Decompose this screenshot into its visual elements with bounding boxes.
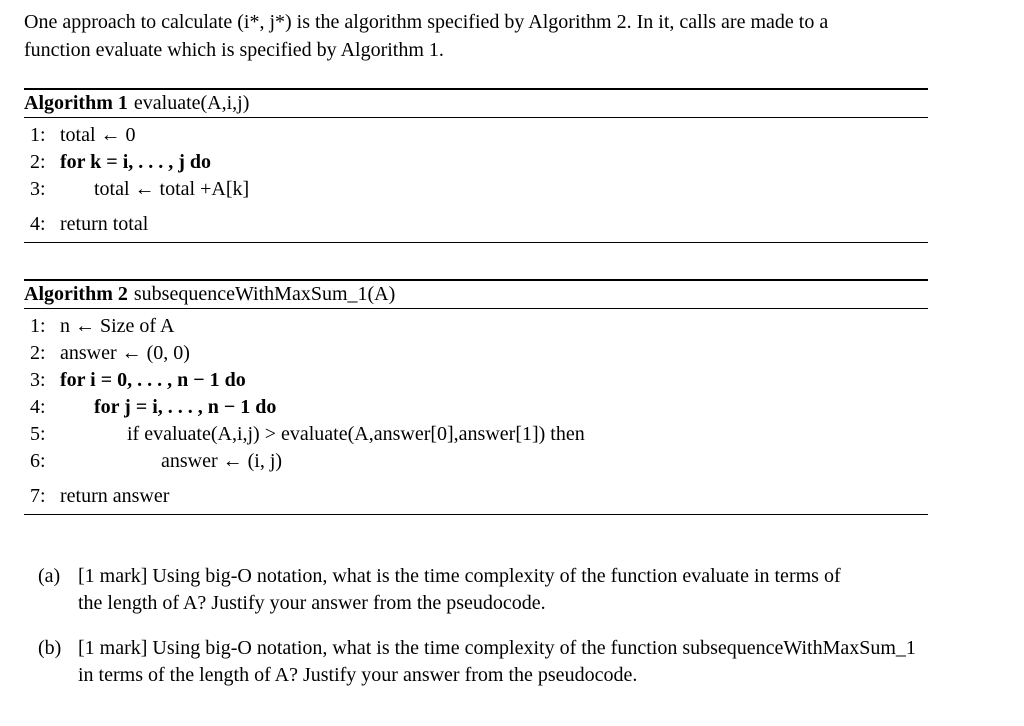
- line-number: 2:: [30, 342, 46, 364]
- algorithm-line: [24, 367, 928, 394]
- algorithm-1-title: evaluate(A,i,j): [133, 92, 250, 114]
- line-number: 4:: [30, 213, 46, 235]
- algorithm-2-title: subsequenceWithMaxSum_1(A): [133, 283, 396, 305]
- algorithm-line: [24, 313, 928, 340]
- algorithm-line: [24, 421, 928, 448]
- question-line-1: [1 mark] Using big-O notation, what is the time complexity of the function evaluate in terms of: [78, 565, 841, 587]
- algorithm-2-header: [24, 281, 928, 308]
- algorithm-2-box: [24, 279, 928, 515]
- algorithm-line: [24, 149, 928, 176]
- line-number: 6:: [30, 450, 46, 472]
- code-text: total ← 0: [60, 124, 136, 146]
- line-number: 2:: [30, 151, 46, 173]
- code-text: total ← total +A[k]: [94, 178, 250, 200]
- line-number: 1:: [30, 315, 46, 337]
- line-number: 1:: [30, 124, 46, 146]
- algorithm-line: [24, 176, 928, 203]
- question-line-1: [1 mark] Using big-O notation, what is the time complexity of the function subsequenceWithMaxSum_1: [78, 637, 916, 659]
- code-text: if evaluate(A,i,j) > evaluate(A,answer[0],answer[1]) then: [127, 423, 585, 445]
- question-label: (a): [38, 565, 61, 587]
- algorithm-line: [24, 448, 928, 475]
- code-text: for i = 0, . . . , n − 1 do: [60, 369, 246, 391]
- algorithm-line: [24, 394, 928, 421]
- code-text: for k = i, . . . , j do: [60, 151, 212, 173]
- code-text: return answer: [60, 485, 170, 507]
- intro-line-1: One approach to calculate (i*, j*) is the algorithm specified by Algorithm 2. In it, calls are made to a: [24, 11, 829, 33]
- line-number: 7:: [30, 485, 46, 507]
- code-text: answer ← (i, j): [161, 450, 283, 472]
- algorithm-1-label: Algorithm 1: [24, 92, 128, 114]
- algorithm-1-box: [24, 88, 928, 243]
- line-number: 3:: [30, 369, 46, 391]
- algorithm-1-header: [24, 90, 928, 117]
- algorithm-line: [24, 122, 928, 149]
- question-line-2: the length of A? Justify your answer from the pseudocode.: [78, 592, 546, 614]
- algorithm-2-label: Algorithm 2: [24, 283, 128, 305]
- code-text: for j = i, . . . , n − 1 do: [94, 396, 277, 418]
- algorithm-1-body: [24, 118, 928, 242]
- question-label: (b): [38, 637, 62, 659]
- line-number: 3:: [30, 178, 46, 200]
- intro-paragraph: [24, 10, 984, 66]
- question-text: [78, 636, 1018, 690]
- algorithm-line: [24, 211, 928, 238]
- code-text: answer ← (0, 0): [60, 342, 190, 364]
- algorithm-line: [24, 483, 928, 510]
- question-line-2: in terms of the length of A? Justify your answer from the pseudocode.: [78, 664, 638, 686]
- line-number: 4:: [30, 396, 46, 418]
- algorithm-2-body: [24, 309, 928, 514]
- code-text: n ← Size of A: [60, 315, 175, 337]
- question-text: [78, 564, 1018, 618]
- algorithm-line: [24, 340, 928, 367]
- code-text: return total: [60, 213, 149, 235]
- line-number: 5:: [30, 423, 46, 445]
- intro-line-2: function evaluate which is specified by Algorithm 1.: [24, 39, 444, 61]
- algorithm-1-bottom-rule: [24, 242, 928, 243]
- algorithm-2-bottom-rule: [24, 514, 928, 515]
